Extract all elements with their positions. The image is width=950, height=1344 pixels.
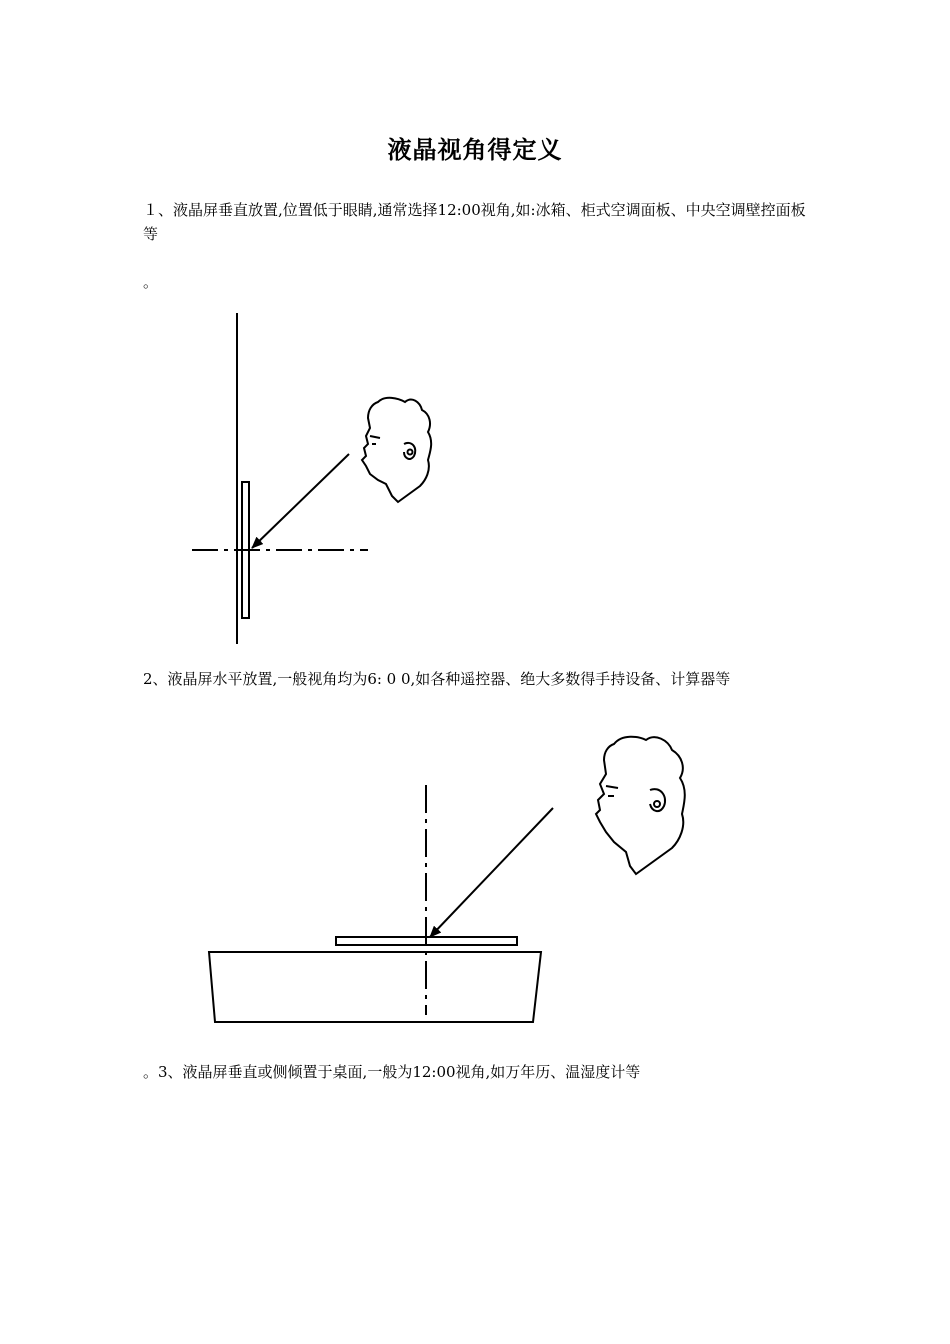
paragraph-desktop-placement: 。3、液晶屏垂直或侧倾置于桌面,一般为12:00视角,如万年历、温湿度计等 [143,1063,641,1081]
paragraph-vertical-placement-end: 。 [143,273,159,291]
page-title: 液晶视角得定义 [387,136,563,164]
paragraph-horizontal-placement: 2、液晶屏水平放置,一般视角均为6: 0 0,如各种遥控器、绝大多数得手持设备、计算器等 [143,670,731,688]
head-profile-icon [596,737,685,874]
table-block [209,952,541,1022]
paragraph-vertical-placement: １、液晶屏垂直放置,位置低于眼睛,通常选择12:00视角,如:冰箱、柜式空调面板、中央空调壁控面板等 [143,201,806,243]
view-direction-arrow [430,808,553,937]
